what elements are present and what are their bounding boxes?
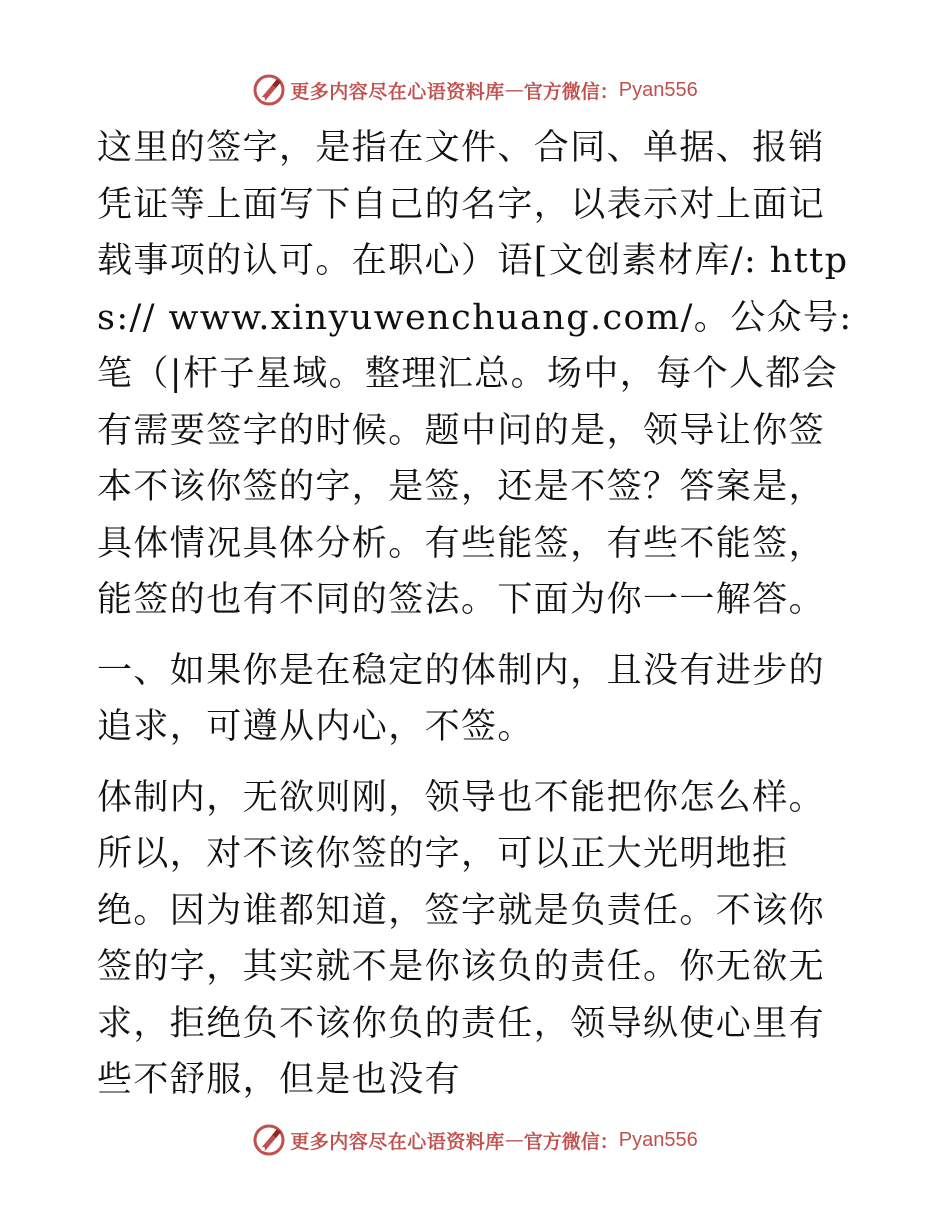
banner-separator: —: [504, 1129, 524, 1151]
header-banner: [0, 68, 950, 112]
banner-wechat-id: Pyan556: [618, 1128, 698, 1151]
footer-banner: [0, 1118, 950, 1162]
banner-separator: —: [504, 79, 524, 101]
banner-wechat-label: 官方微信：: [523, 80, 619, 103]
banner-title: 更多内容尽在心语资料库: [290, 80, 505, 103]
paragraph-2: 一、如果你是在稳定的体制内，且没有进步的追求，可遵从内心，不签。: [97, 650, 826, 747]
paragraph-1: 这里的签字，是指在文件、合同、单据、报销凭证等上面写下自己的名字，以表示对上面记载事项的认可。在职心）语[文创素材库/: https:// www.xinyuwenchuang.com/。公众号: 笔（|杆子星域。整理汇总。场中，每个人都会有需要签字的时候。题中问的是，领导让你签本不该你签的字，是签，还是不签？答案是，具体情况具体分析。有些能签，有些不能签，能签的也有不同的签法。下面为你一一解答。: [97, 128, 853, 620]
pen-logo-icon: [252, 1123, 286, 1157]
banner-title: 更多内容尽在心语资料库: [290, 1130, 505, 1153]
banner-wechat-label: 官方微信：: [523, 1130, 619, 1153]
banner-wechat-id: Pyan556: [618, 78, 698, 101]
paragraph-3: 体制内，无欲则刚，领导也不能把你怎么样。所以，对不该你签的字，可以正大光明地拒绝。因为谁都知道，签字就是负责任。不该你签的字，其实就不是你该负的责任。你无欲无求，拒绝负不该你负的责任，领导纵使心里有些不舒服，但是也没有: [97, 777, 826, 1100]
document-body: [97, 120, 857, 1109]
pen-logo-icon: [252, 73, 286, 107]
